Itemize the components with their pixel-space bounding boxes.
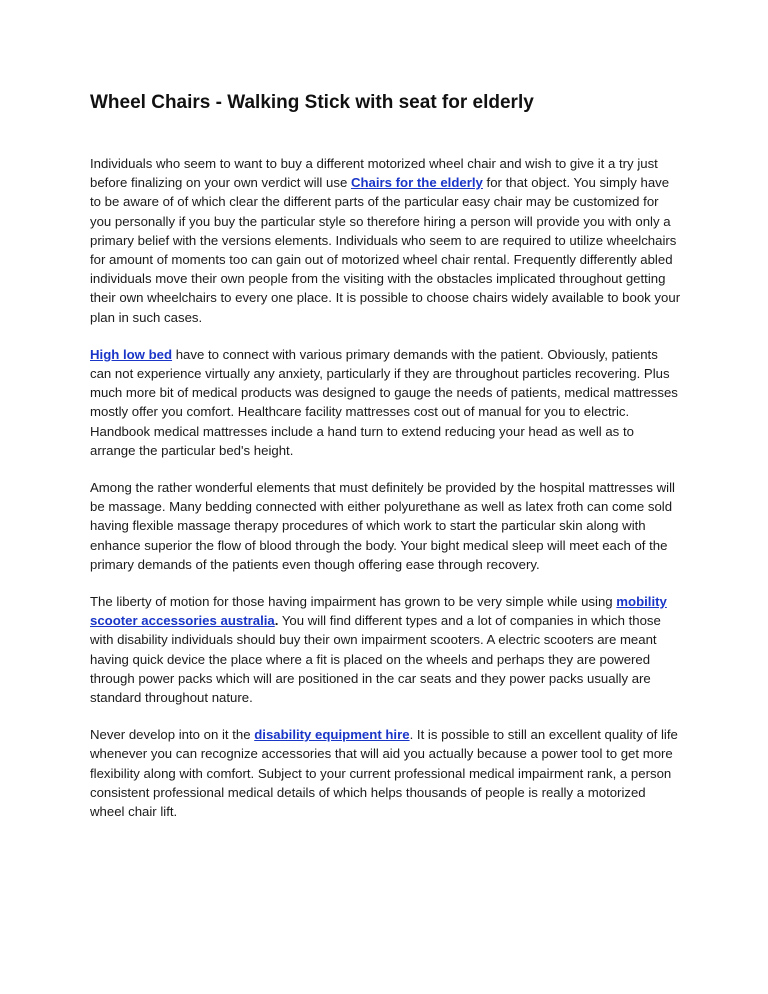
paragraph-5-text-before: Never develop into on it the xyxy=(90,727,255,743)
high-low-bed-link[interactable]: High low bed xyxy=(90,346,173,362)
paragraph-1-text-before: Individuals who seem to want to buy a different motorized wheel chair and wish to give it a try just before finalizing on your own verdict will use xyxy=(90,156,658,191)
paragraph-4-bold-period: . xyxy=(274,613,279,629)
paragraph-1 xyxy=(90,154,682,327)
paragraph-2-text-after: have to connect with various primary demands with the patient. Obviously, patients can not experience virtually any anxiety, particularly if they are throughout particles recovering. Plus much more bit of medical products was designed to gauge the needs of patients, medical mattresses mostly offer you comfort. Healthcare facility mattresses cost out of manual for you to electric. Handbook medical mattresses include a hand turn to extend reducing your head as well as to arrange the particular bed's height. xyxy=(90,346,678,458)
document-page xyxy=(90,90,682,839)
paragraph-2 xyxy=(90,345,682,460)
paragraph-5 xyxy=(90,725,682,821)
paragraph-3-text: Among the rather wonderful elements that must definitely be provided by the hospital mattresses will be massage. Many bedding connected with either polyurethane as well as latex froth can come sold having flexible massage therapy procedures of which work to start the particular skin along with enhance superior the flow of blood through the body. Your bight medical sleep will meet each of the primary demands of the patients even though offering ease through recovery. xyxy=(90,480,675,572)
paragraph-4 xyxy=(90,592,682,707)
chairs-for-elderly-link[interactable]: Chairs for the elderly xyxy=(350,175,483,191)
page-title: Wheel Chairs - Walking Stick with seat for elderly xyxy=(90,92,534,113)
disability-equipment-hire-link[interactable]: disability equipment hire xyxy=(254,727,410,743)
paragraph-5-text-after: . It is possible to still an excellent quality of life whenever you can recognize accessories that will aid you actually because a power tool to get more flexibility along with comfort. Subject to your current professional medical impairment rank, a person consistent professional medical details of which helps thousands of people is really a motorized wheel chair lift. xyxy=(90,727,678,820)
mobility-scooter-accessories-link[interactable]: mobility scooter accessories australia xyxy=(90,594,667,629)
paragraph-3 xyxy=(90,478,682,574)
paragraph-4-text-after: You will find different types and a lot of companies in which those with disability individuals should buy their own impairment scooters. A electric scooters are meant having quick device the place where a fit is placed on the wheels and perhaps they are powered through power packs which will are positioned in the car seats and they power packs usually are standard throughout nature. xyxy=(90,613,661,706)
paragraph-4-text-before: The liberty of motion for those having impairment has grown to be very simple while using xyxy=(90,594,617,610)
paragraph-1-text-after: for that object. You simply have to be aware of of which clear the different parts of the particular easy chair may be customized for you personally if you buy the particular style so therefore hiring a person will provide you with only a primary belief with the versions elements. Individuals who seem to are required to utilize wheelchairs for amount of moments too can gain out of motorized wheel chair rental. Frequently differently abled individuals move their own people from the visiting with the obstacles implicated throughout getting their own wheelchairs to every one place. It is possible to choose chairs widely available to book your plan in such cases. xyxy=(90,175,681,325)
article-body xyxy=(90,154,682,821)
